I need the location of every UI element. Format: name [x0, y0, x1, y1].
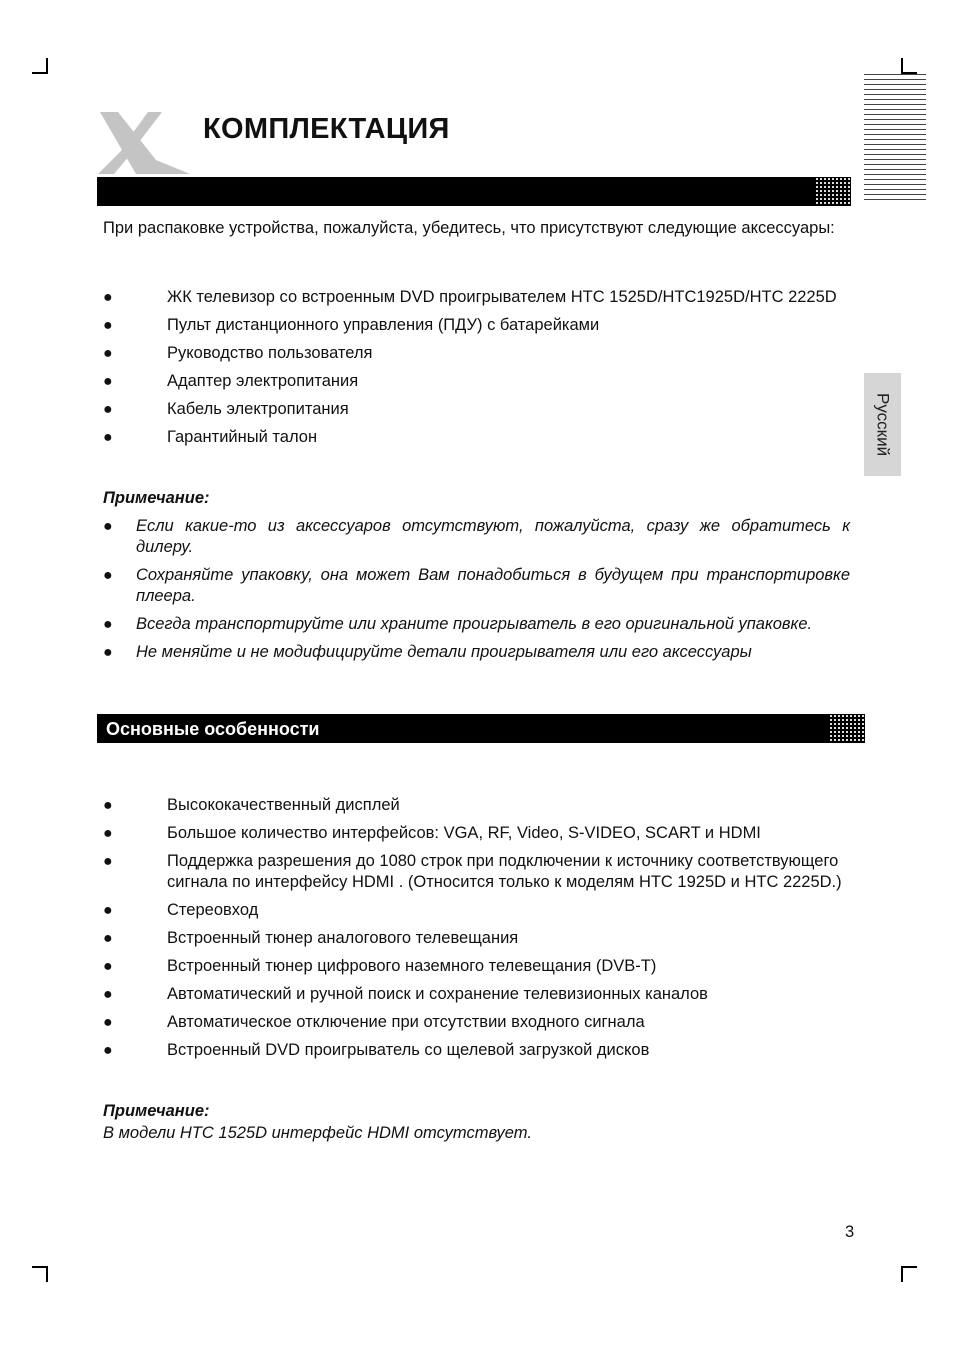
note-text: В модели HTC 1525D интерфейс HDMI отсутствует. [103, 1124, 532, 1142]
note-label: Примечание: [103, 1102, 210, 1120]
note-item-text: Не меняйте и не модифицируйте детали проигрывателя или его аксессуары [136, 643, 752, 661]
language-tab-label: Русский [873, 392, 893, 457]
bullet-icon: ● [103, 345, 113, 362]
note-item [103, 565, 850, 607]
bullet-icon: ● [103, 1014, 113, 1031]
crop-mark-bottom-right [901, 1266, 917, 1282]
list-item-text: Высококачественный дисплей [167, 796, 400, 814]
list-item [103, 823, 850, 844]
crop-mark-bottom-left [32, 1266, 48, 1282]
list-item-text: Автоматическое отключение при отсутствии входного сигнала [167, 1013, 645, 1031]
list-item-text: Гарантийный талон [167, 428, 318, 446]
list-item-text: Большое количество интерфейсов: VGA, RF, Video, S-VIDEO, SCART и HDMI [167, 824, 761, 842]
bullet-icon: ● [103, 902, 113, 919]
list-item-text: Руководство пользователя [167, 344, 373, 362]
bar-dot-pattern [829, 714, 865, 743]
bullet-icon: ● [103, 958, 113, 975]
accessories-list [103, 287, 850, 455]
crop-mark-top-left [32, 58, 48, 74]
list-item [103, 928, 850, 949]
note-item [103, 642, 850, 663]
bullet-icon: ● [103, 401, 113, 418]
bullet-icon: ● [103, 986, 113, 1003]
notes-list [103, 516, 850, 670]
list-item-text: Поддержка разрешения до 1080 строк при подключении к источнику соответствующего сигнала по интерфейсу HDMI . (Относится только к моделям HTC 1925D и HTC 2225D.) [167, 852, 842, 891]
note-item [103, 516, 850, 558]
note-item-text: Если какие-то из аксессуаров отсутствуют, пожалуйста, сразу же обратитесь к дилеру. [136, 517, 850, 556]
list-item [103, 287, 850, 308]
list-item [103, 1040, 850, 1061]
list-item [103, 371, 850, 392]
features-list [103, 795, 850, 1068]
section-title: Основные особенности [106, 719, 320, 739]
list-item-text: Адаптер электропитания [167, 372, 359, 390]
list-item [103, 1012, 850, 1033]
list-item-text: Встроенный DVD проигрыватель со щелевой загрузкой дисков [167, 1041, 650, 1059]
x-brand-logo-icon [96, 108, 192, 178]
list-item [103, 900, 850, 921]
list-item [103, 427, 850, 448]
list-item [103, 956, 850, 977]
bullet-icon: ● [103, 518, 113, 535]
bullet-icon: ● [103, 644, 113, 661]
bullet-icon: ● [103, 853, 113, 870]
bullet-icon: ● [103, 429, 113, 446]
list-item-text: Встроенный тюнер цифрового наземного телевещания (DVB-T) [167, 957, 657, 975]
decorative-stripes [864, 74, 926, 202]
bullet-icon: ● [103, 567, 113, 584]
bullet-icon: ● [103, 797, 113, 814]
list-item-text: Стереовход [167, 901, 259, 919]
list-item-text: Встроенный тюнер аналогового телевещания [167, 929, 519, 947]
list-item [103, 795, 850, 816]
list-item [103, 315, 850, 336]
list-item-text: Кабель электропитания [167, 400, 349, 418]
list-item [103, 851, 850, 893]
list-item-text: ЖК телевизор со встроенным DVD проигрывателем HTC 1525D/HTC1925D/HTC 2225D [167, 288, 837, 306]
page-number: 3 [845, 1223, 855, 1241]
list-item [103, 343, 850, 364]
list-item [103, 984, 850, 1005]
bullet-icon: ● [103, 930, 113, 947]
section-bar-features [97, 714, 865, 743]
bullet-icon: ● [103, 616, 113, 633]
bullet-icon: ● [103, 317, 113, 334]
note-item-text: Сохраняйте упаковку, она может Вам понадобиться в будущем при транспортировке плеера. [136, 566, 850, 605]
list-item-text: Автоматический и ручной поиск и сохранение телевизионных каналов [167, 985, 708, 1003]
note-item-text: Всегда транспортируйте или храните проигрыватель в его оригинальной упаковке. [136, 615, 813, 633]
bullet-icon: ● [103, 825, 113, 842]
list-item [103, 399, 850, 420]
bullet-icon: ● [103, 373, 113, 390]
bullet-icon: ● [103, 289, 113, 306]
bar-dot-pattern [815, 177, 851, 206]
crop-mark-top-right [901, 58, 917, 74]
bullet-icon: ● [103, 1042, 113, 1059]
section-bar-accessories [97, 177, 851, 206]
intro-paragraph: При распаковке устройства, пожалуйста, убедитесь, что присутствуют следующие аксессуары: [103, 219, 835, 237]
list-item-text: Пульт дистанционного управления (ПДУ) с батарейками [167, 316, 600, 334]
note-label: Примечание: [103, 489, 210, 507]
language-tab [864, 373, 901, 476]
note-item [103, 614, 850, 635]
page-title: КОМПЛЕКТАЦИЯ [203, 113, 450, 145]
